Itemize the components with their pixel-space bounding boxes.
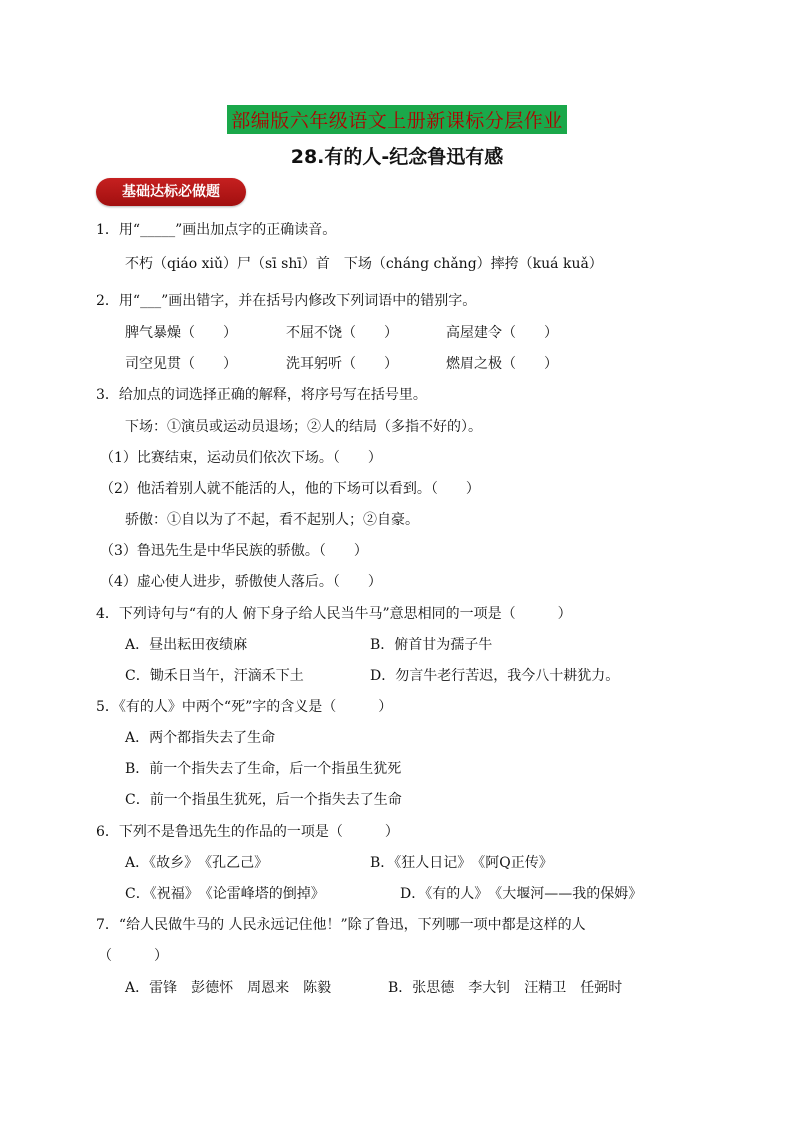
page-title: 28.有的人-纪念鲁迅有感 <box>290 146 504 168</box>
q3-definition-1: 下场：①演员或运动员退场；②人的结局（多指不好的）。 <box>125 419 482 435</box>
q2-word: 司空见贯（ ） <box>125 356 237 372</box>
q7-option-a: A．雷锋 彭德怀 周恩来 陈毅 <box>125 980 332 996</box>
q3-sentence-3: （3）鲁迅先生是中华民族的骄傲。（ ） <box>100 543 368 559</box>
q6-option-d: D．《有的人》 《大堰河——我的保姆》 <box>400 886 643 902</box>
q2-word: 洗耳躬听（ ） <box>286 356 398 372</box>
q7-answer-paren: （ ） <box>98 948 168 964</box>
q4-stem: 4．下列诗句与“有的人 俯下身子给人民当牛马”意思相同的一项是（ ） <box>96 606 572 622</box>
q1-options: 不朽（qiáo xiǔ）尸（sī shī）首 下场（cháng chǎng）摔挎（kuá kuǎ） <box>125 256 603 272</box>
q3-sentence-2: （2）他活着别人就不能活的人，他的下场可以看到。（ ） <box>100 481 480 497</box>
q6-stem: 6．下列不是鲁迅先生的作品的一项是（ ） <box>96 824 399 840</box>
q5-option-a: A．两个都指失去了生命 <box>125 730 276 746</box>
q2-word: 不屈不饶（ ） <box>286 325 398 341</box>
q2-word: 脾气暴燥（ ） <box>125 325 237 341</box>
q3-definition-2: 骄傲：①自以为了不起，看不起别人；②自豪。 <box>125 512 419 528</box>
series-banner: 部编版六年级语文上册新课标分层作业 <box>227 105 567 134</box>
q4-option-d: D．勿言牛老行苦迟，我今八十耕犹力。 <box>370 668 620 684</box>
q6-option-c: C．《祝福》 《论雷峰塔的倒掉》 <box>125 886 325 902</box>
q6-option-a: A．《故乡》 《孔乙己》 <box>125 855 269 871</box>
q3-stem: 3．给加点的词选择正确的解释，将序号写在括号里。 <box>96 387 427 403</box>
q2-word: 高屋建令（ ） <box>446 325 558 341</box>
q6-option-b: B．《狂人日记》 《阿Q正传》 <box>370 855 553 871</box>
q5-stem: 5．《有的人》中两个“死”字的含义是（ ） <box>96 699 393 715</box>
q4-option-a: A．昼出耘田夜绩麻 <box>125 637 248 653</box>
q4-option-b: B．俯首甘为孺子牛 <box>370 637 493 653</box>
q2-word: 燃眉之极（ ） <box>446 356 558 372</box>
q2-stem: 2．用“___”画出错字，并在括号内修改下列词语中的错别字。 <box>96 293 477 309</box>
q1-stem: 1．用“_____”画出加点字的正确读音。 <box>96 222 337 238</box>
q7-stem: 7．“给人民做牛马的 人民永远记住他！”除了鲁迅，下列哪一项中都是这样的人 <box>96 917 586 933</box>
section-badge: 基础达标必做题 <box>96 178 246 206</box>
q3-sentence-1: （1）比赛结束，运动员们依次下场。（ ） <box>100 450 382 466</box>
q5-option-b: B．前一个指失去了生命，后一个指虽生犹死 <box>125 761 402 777</box>
banner-wrap <box>0 105 794 134</box>
q4-option-c: C．锄禾日当午，汗滴禾下土 <box>125 668 304 684</box>
q7-option-b: B．张思德 李大钊 汪精卫 任弼时 <box>388 980 623 996</box>
q3-sentence-4: （4）虚心使人进步，骄傲使人落后。（ ） <box>100 574 382 590</box>
q5-option-c: C．前一个指虽生犹死，后一个指失去了生命 <box>125 792 402 808</box>
